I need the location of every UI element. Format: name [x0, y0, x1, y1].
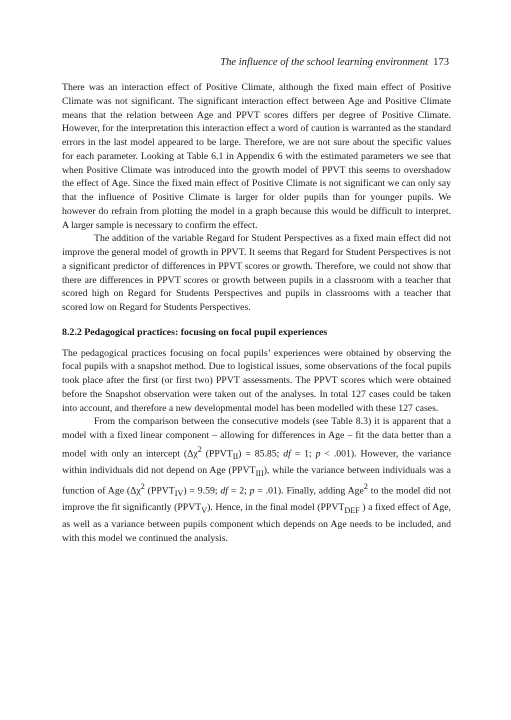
text-run: < .001). However, the variance within individuals did not depend on Age (PPVT	[62, 448, 451, 476]
running-head	[220, 57, 449, 68]
text-run: From the comparison between the consecutive models (see Table 8.3) it is apparent that a model with a fixed linear component – allowing for differences in Age – fit the data better than a model with only an intercept (Δχ	[62, 416, 451, 459]
paragraph-focal-pupil-observations: The pedagogical practices focusing on focal pupils’ experiences were obtained by observing the focal pupils with a snapshot method. Due to logistical issues, some observations of the focal pupils took place after the first (or first two) PPVT assessments. The PPVT scores which were obtained before the Snapshot observation were taken out of the analyses. In total 127 cases could be taken into account, and therefore a new developmental model has been modelled with these 127 cases.	[62, 347, 451, 414]
subscript: II	[232, 451, 239, 461]
superscript: 2	[197, 444, 202, 454]
text-run: ). Hence, in the final model (PPVT	[207, 502, 345, 514]
body-text	[62, 81, 451, 546]
text-run: ), while the variance between individuals was a function of Age (Δχ	[62, 464, 452, 497]
superscript: 2	[140, 482, 145, 492]
superscript: 2	[363, 482, 368, 492]
text-run: (PPVT	[201, 448, 233, 459]
italic-p: p	[315, 448, 321, 459]
text-run: (PPVT	[144, 485, 175, 497]
italic-p: p	[249, 485, 255, 497]
text-run: = .01). Finally, adding Age	[254, 485, 364, 497]
paragraph-positive-climate: There was an interaction effect of Positive Climate, although the fixed main effect of Positive Climate was not significant. The significant interaction effect between Age and Positive Climate means that the relation between Age and PPVT scores differs per degree of Positive Climate. However, for the interpretation this interaction effect a word of caution is warranted as the standard errors in the last model appeared to be large. Therefore, we are not sure about the specific values for each parameter. Looking at Table 6.1 in Appendix 6 with the estimated parameters we see that when Positive Climate was introduced into the growth model of PPVT this seems to overshadow the effect of Age. Since the fixed main effect of Positive Climate is not significant we can only say that the influence of Positive Climate is larger for older pupils than for younger pupils. We however do refrain from plotting the model in a graph because this would be difficult to interpret. A larger sample is necessary to confirm the effect.	[62, 82, 451, 231]
text-run: = 2;	[228, 485, 250, 497]
italic-df: df	[220, 485, 228, 497]
paragraph-model-comparison	[62, 415, 451, 545]
text-run: ) a fixed effect of Age, as well as a variance between pupils component which depends on Age needs to be included, and with this model we continued the analysis.	[62, 502, 451, 544]
subscript: V	[201, 506, 208, 516]
italic-df: df	[283, 448, 291, 459]
page-number: 173	[433, 57, 449, 68]
text-run: ) = 9.59;	[183, 485, 221, 497]
subscript: DEF	[344, 506, 360, 516]
subscript: III	[255, 468, 264, 478]
running-head-title: The influence of the school learning environment	[220, 57, 429, 68]
text-run: = 1;	[290, 448, 316, 459]
text-run: to the model did not improve the fit significantly (PPVT	[62, 485, 451, 514]
section-heading: 8.2.2 Pedagogical practices: focusing on focal pupil experiences	[62, 326, 328, 338]
text-run: ) = 85.85;	[238, 448, 284, 459]
subscript: IV	[174, 489, 184, 499]
paragraph-regard-student-perspectives: The addition of the variable Regard for Student Perspectives as a fixed main effect did not improve the general model of growth in PPVT. It seems that Regard for Student Perspectives is not a significant predictor of differences in PPVT scores or growth. Therefore, we could not show that there are differences in PPVT scores or growth between pupils in a classroom with a teacher that scored high on Regard for Students Perspectives and pupils in classrooms with a teacher that scored low on Regard for Students Perspectives.	[62, 233, 451, 313]
